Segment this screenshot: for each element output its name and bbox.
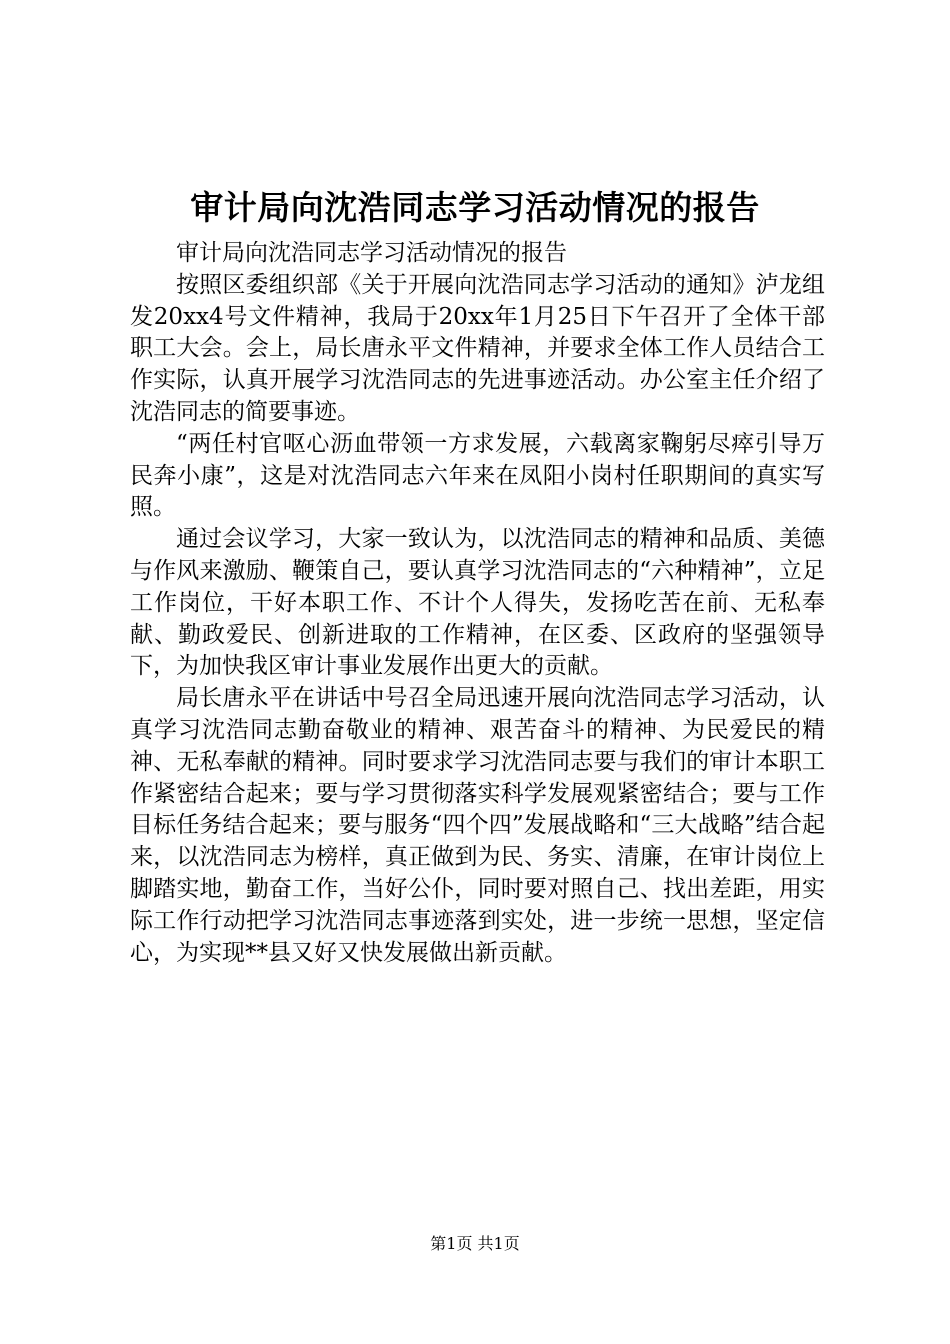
paragraph-director-speech: 局长唐永平在讲话中号召全局迅速开展向沈浩同志学习活动，认真学习沈浩同志勤奋敬业的精神、艰苦奋斗的精神、为民爱民的精神、无私奉献的精神。同时要求学习沈浩同志要与我们的审计本职工作紧密结合起来；要与学习贯彻落实科学发展观紧密结合；要与工作目标任务结合起来；要与服务“四个四”发展战略和“三大战略”结合起来，以沈浩同志为榜样，真正做到为民、务实、清廉，在审计岗位上脚踏实地，勤奋工作，当好公仆，同时要对照自己、找出差距，用实际工作行动把学习沈浩同志事迹落到实处，进一步统一思想，坚定信心，为实现**县又好又快发展做出新贡献。 <box>130 685 825 966</box>
document-title: 审计局向沈浩同志学习活动情况的报告 <box>190 188 760 227</box>
paragraph-quote: “两任村官呕心沥血带领一方求发展，六载离家鞠躬尽瘁引导万民奔小康”，这是对沈浩同志六年来在凤阳小岗村任职期间的真实写照。 <box>130 430 825 521</box>
paragraph-subtitle: 审计局向沈浩同志学习活动情况的报告 <box>176 240 567 266</box>
document-body <box>130 238 825 969</box>
paragraph-consensus: 通过会议学习，大家一致认为，以沈浩同志的精神和品质、美德与作风来激励、鞭策自己，要认真学习沈浩同志的“六种精神”，立足工作岗位，干好本职工作、不计个人得失，发扬吃苦在前、无私奉献、勤政爱民、创新进取的工作精神，在区委、区政府的坚强领导下，为加快我区审计事业发展作出更大的贡献。 <box>130 526 825 680</box>
paragraph-meeting: 按照区委组织部《关于开展向沈浩同志学习活动的通知》泸龙组发20xx4号文件精神，我局于20xx年1月25日下午召开了全体干部职工大会。会上，局长唐永平文件精神，并要求全体工作人员结合工作实际，认真开展学习沈浩同志的先进事迹活动。办公室主任介绍了沈浩同志的简要事迹。 <box>130 271 825 425</box>
page-number-footer: 第1页 共1页 <box>430 1234 520 1253</box>
